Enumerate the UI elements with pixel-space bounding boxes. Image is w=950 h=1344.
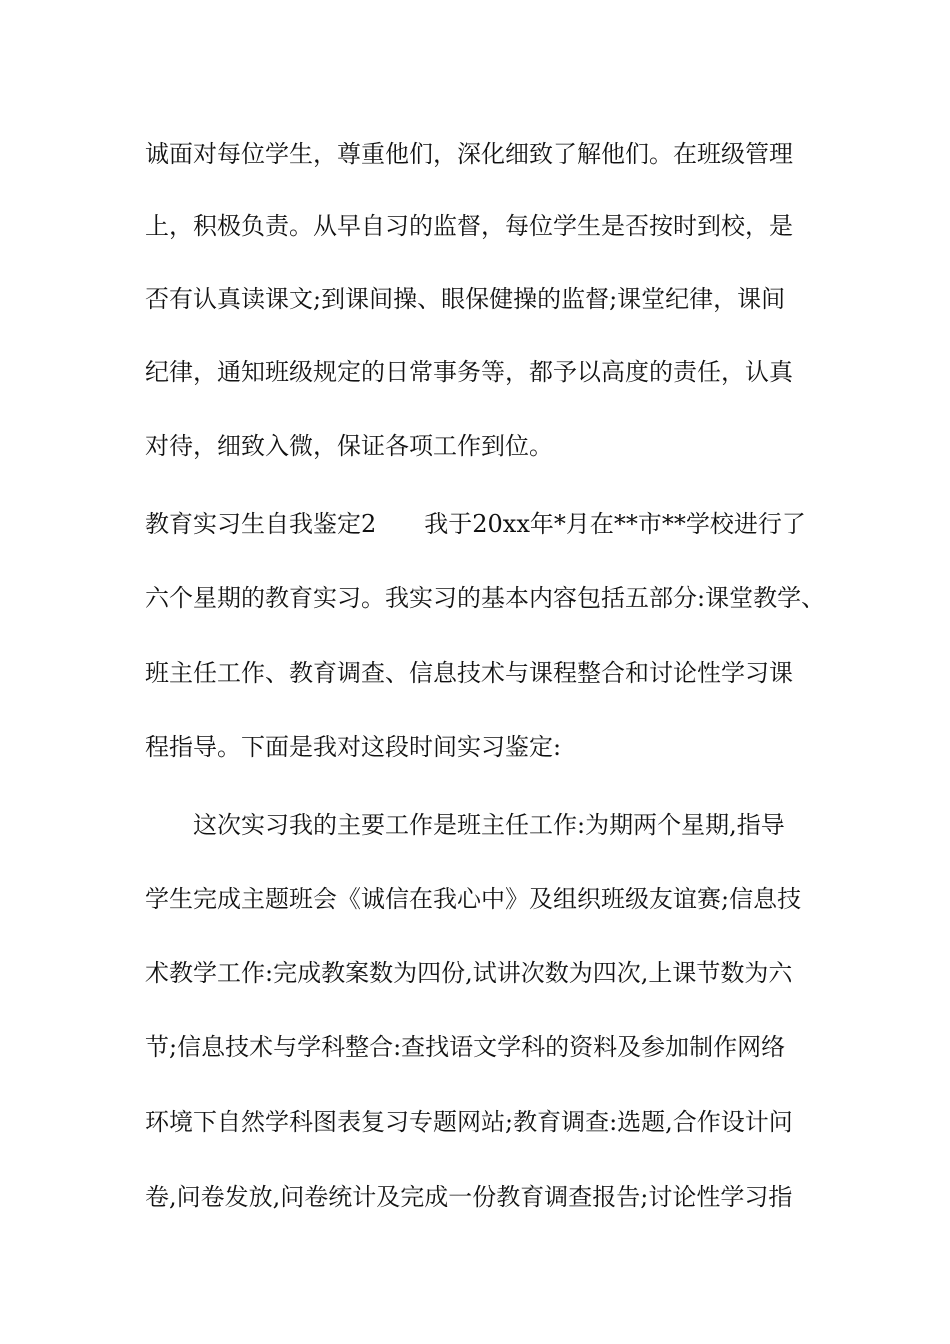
text-line-7: 六个星期的教育实习。我实习的基本内容包括五部分:课堂教学、: [145, 584, 826, 612]
text-line-11: 学生完成主题班会《诚信在我心中》及组织班级友谊赛;信息技: [145, 885, 802, 913]
text-line-9: 程指导。下面是我对这段时间实习鉴定:: [145, 733, 562, 761]
text-line-8: 班主任工作、教育调查、信息技术与课程整合和讨论性学习课: [145, 659, 793, 687]
text-line-4: 纪律，通知班级规定的日常事务等，都予以高度的责任，认真: [145, 358, 793, 386]
text-line-12: 术教学工作:完成教案数为四份,试讲次数为四次,上课节数为六: [145, 959, 793, 987]
text-line-1: 诚面对每位学生，尊重他们，深化细致了解他们。在班级管理: [145, 140, 793, 168]
text-line-2: 上，积极负责。从早自习的监督，每位学生是否按时到校，是: [145, 212, 793, 240]
text-line-15: 卷,问卷发放,问卷统计及完成一份教育调查报告;讨论性学习指: [145, 1183, 793, 1211]
section-heading-line: 教育实习生自我鉴定2 我于20xx年*月在**市**学校进行了: [145, 510, 806, 538]
text-line-3: 否有认真读课文;到课间操、眼保健操的监督;课堂纪律，课间: [145, 285, 786, 313]
paragraph-indented-line: 这次实习我的主要工作是班主任工作:为期两个星期,指导: [193, 811, 785, 839]
text-line-13: 节;信息技术与学科整合:查找语文学科的资料及参加制作网络: [145, 1033, 786, 1061]
text-line-5: 对待，细致入微，保证各项工作到位。: [145, 432, 553, 460]
text-line-14: 环境下自然学科图表复习专题网站;教育调查:选题,合作设计问: [145, 1108, 793, 1136]
